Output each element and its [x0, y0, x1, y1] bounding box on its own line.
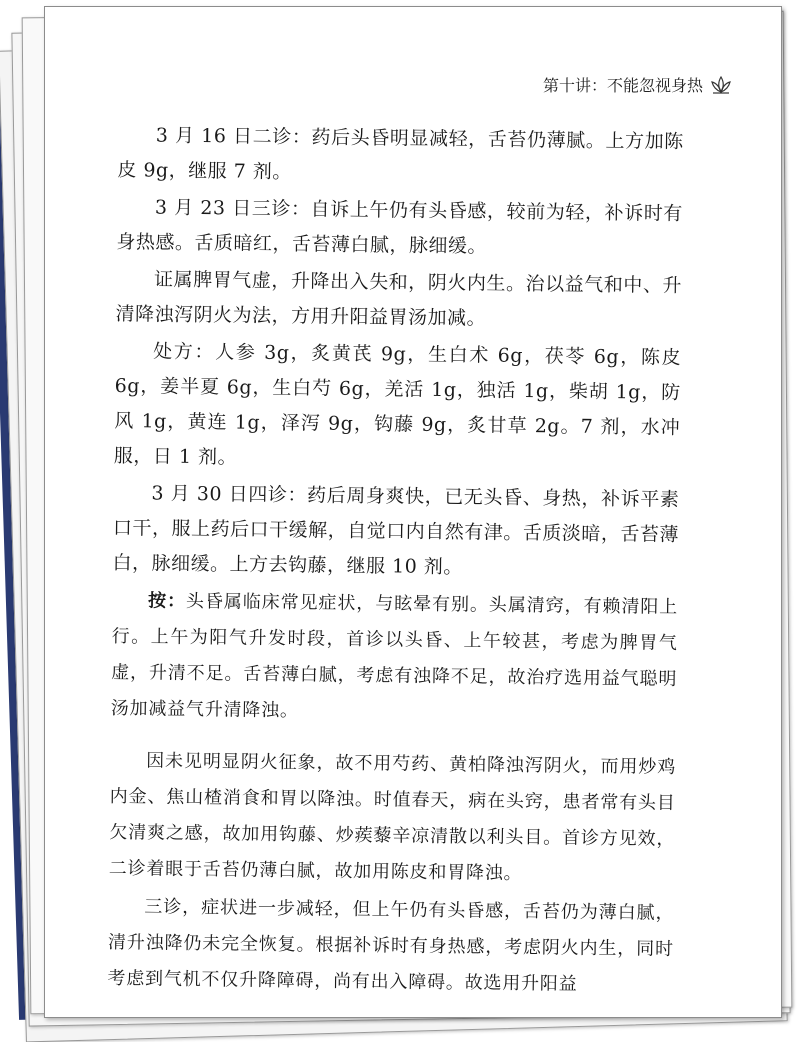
chapter-title: 第十讲：不能忽视身热: [542, 76, 703, 95]
body-text: [107, 118, 684, 1006]
commentary-paragraph-3: 三诊，症状进一步减轻，但上午仍有头昏感，舌苔仍为薄白腻，清升浊降仍未完全恢复。根据补诉时有身热感，考虑阴火内生，同时考虑到气机不仅升降障碍，尚有出入障碍。故选用升阳益: [107, 896, 675, 995]
paragraph-third-visit: 3 月 23 日三诊：自诉上午仍有头昏感，较前为轻，补诉时有身热感。舌质暗红，舌苔薄白腻，脉细缓。: [116, 196, 684, 258]
paragraph-fourth-visit: 3 月 30 日四诊：药后周身爽快，已无头昏、身热，补诉平素口干，服上药后口干缓解，自觉口内自然有津。舌质淡暗，舌苔薄白，脉细缓。上方去钩藤，继服 10 剂。: [112, 482, 680, 579]
paragraph-diagnosis: 证属脾胃气虚，升降出入失和，阴火内生。治以益气和中、升清降浊泻阴火为法，方用升阳益胃汤加减。: [115, 268, 683, 330]
running-header: [543, 73, 733, 96]
lotus-icon: [709, 75, 733, 95]
paragraph-second-visit: 3 月 16 日二诊：药后头昏明显减轻，舌苔仍薄腻。上方加陈皮 9g，继服 7 剂。: [117, 124, 684, 184]
commentary-paragraph-1: [111, 583, 679, 734]
commentary-paragraph-2: 因未见明显阴火征象，故不用芍药、黄柏降浊泻阴火，而用炒鸡内金、焦山楂消食和胃以降浊。时值春天，病在头窍，患者常有头目欠清爽之感，故加用钩藤、炒蒺藜辛凉清散以利头目。首诊方见效，二诊着眼于舌苔仍薄白腻，故加用陈皮和胃降浊。: [108, 750, 677, 884]
paragraph-prescription: 处方：人参 3g，炙黄芪 9g，生白术 6g，茯苓 6g，陈皮 6g，姜半夏 6g，生白芍 6g，羌活 1g，独活 1g，柴胡 1g，防风 1g，黄连 1g，泽泻 9g，钩藤 9g，炙甘草 2g。7 剂，水冲服，日 1 剂。: [113, 340, 682, 469]
commentary-lead: 头昏属临床常见症状，与眩晕有别。头属清窍，有赖清阳上行。上午为阳气升发时段，首诊以头昏、上午较甚，考虑为脾胃气虚，升清不足。舌苔薄白腻，考虑有浊降不足，故治疗选用益气聪明汤加减益气升清降浊。: [110, 590, 679, 722]
commentary-label: 按：: [147, 590, 187, 612]
